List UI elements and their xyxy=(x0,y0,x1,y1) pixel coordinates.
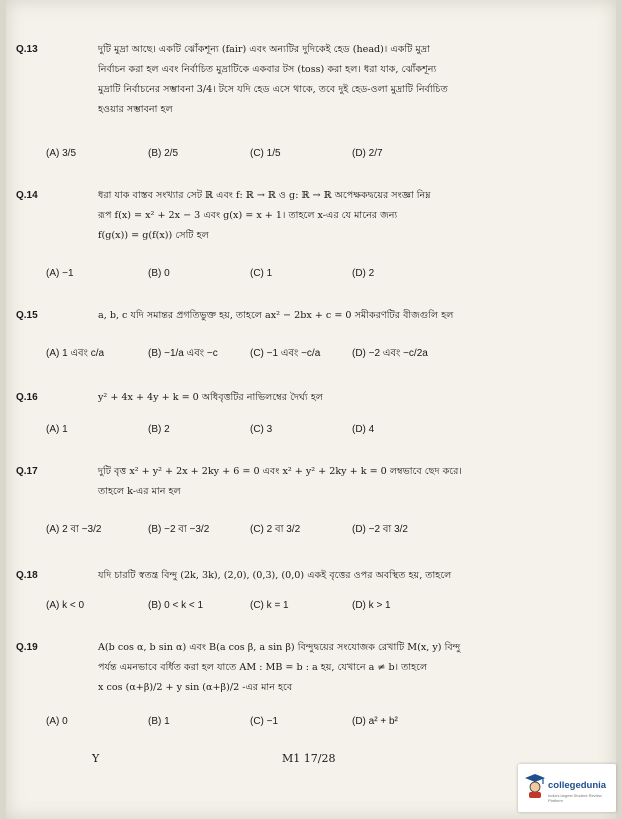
option-c[interactable]: (C) −1 xyxy=(250,716,279,727)
question-text-line: পর্যন্ত এমনভাবে বর্ধিত করা হল যাতে AM : MB = b : a হয়, যেখানে a ≠ b। তাহলে xyxy=(98,662,428,673)
question-text-line: নির্বাচন করা হল এবং নির্বাচিত মুদ্রাটিকে একবার টস (toss) করা হল। ধরা যাক, ঝোঁকশূন্য xyxy=(98,64,437,75)
option-b[interactable]: (B) 2 xyxy=(148,424,170,435)
question-text-line: y² + 4x + 4y + k = 0 অধিবৃত্তটির নাভিলম্বের দৈর্ঘ্য হল xyxy=(98,392,324,403)
option-a[interactable]: (A) 0 xyxy=(46,716,68,727)
option-c[interactable]: (C) 1/5 xyxy=(250,148,281,159)
question-text-line: হওয়ার সম্ভাবনা হল xyxy=(98,104,173,115)
option-c[interactable]: (C) 3 xyxy=(250,424,273,435)
brand-tagline: India's largest Student Review Platform xyxy=(548,793,602,803)
option-b[interactable]: (B) −1/a এবং −c xyxy=(148,348,218,359)
option-d[interactable]: (D) a² + b² xyxy=(352,716,398,727)
question-text-line: দুটি মুদ্রা আছে। একটি ঝোঁকশূন্য (fair) এবং অন্যটির দুদিকেই হেড (head)। একটি মুদ্রা xyxy=(98,44,430,55)
option-c[interactable]: (C) 1 xyxy=(250,268,273,279)
question-text-line: দুটি বৃত্ত x² + y² + 2x + 2ky + 6 = 0 এবং x² + y² + 2ky + k = 0 লম্বভাবে ছেদ করে। xyxy=(98,466,462,477)
option-a[interactable]: (A) 3/5 xyxy=(46,148,77,159)
question-text-line: রূপ f(x) = x² + 2x − 3 এবং g(x) = x + 1। তাহলে x-এর যে মানের জন্য xyxy=(98,210,398,221)
option-c[interactable]: (C) −1 এবং −c/a xyxy=(250,348,321,359)
question-text-line: f(g(x)) = g(f(x)) সেটি হল xyxy=(98,230,209,241)
question-17 xyxy=(16,462,538,502)
page-number: M1 17/28 xyxy=(282,752,336,765)
brand-name: collegedunia xyxy=(548,780,607,791)
footer-left-mark: Y xyxy=(92,752,100,765)
question-number: Q.13 xyxy=(16,44,38,55)
question-number: Q.15 xyxy=(16,310,38,321)
question-text-line: A(b cos α, b sin α) এবং B(a cos β, a sin β) বিন্দুদ্বয়ের সংযোজক রেখাটি M(x, y) বিন্দু xyxy=(98,642,461,653)
question-text-line: তাহলে k-এর মান হল xyxy=(98,486,181,497)
question-text-line: a, b, c যদি সমান্তর প্রগতিভুক্ত হয়, তাহলে ax² − 2bx + c = 0 সমীকরণটির বীজগুলি হল xyxy=(98,310,454,321)
question-number: Q.17 xyxy=(16,466,38,477)
option-b[interactable]: (B) 1 xyxy=(148,716,170,727)
question-text-line: ধরা যাক বাস্তব সংখ্যার সেট ℝ এবং f: ℝ → ℝ ও g: ℝ → ℝ অপেক্ষকদ্বয়ের সংজ্ঞা নিম্ন xyxy=(98,190,431,201)
question-13 xyxy=(16,40,538,120)
question-14 xyxy=(16,186,538,246)
question-19 xyxy=(16,638,538,698)
question-15 xyxy=(16,306,538,326)
option-a[interactable]: (A) 1 এবং c/a xyxy=(46,348,105,359)
question-text-line: যদি চারটি স্বতন্ত্র বিন্দু (2k, 3k), (2,0), (0,3), (0,0) একই বৃত্তের ওপর অবস্থিত হয়, তাহলে xyxy=(98,570,452,581)
option-b[interactable]: (B) 0 < k < 1 xyxy=(148,600,204,611)
option-c[interactable]: (C) k = 1 xyxy=(250,600,289,611)
option-b[interactable]: (B) 0 xyxy=(148,268,170,279)
question-number: Q.18 xyxy=(16,570,38,581)
option-d[interactable]: (D) 2/7 xyxy=(352,148,383,159)
question-18 xyxy=(16,566,538,586)
question-number: Q.16 xyxy=(16,392,38,403)
option-a[interactable]: (A) −1 xyxy=(46,268,74,279)
option-d[interactable]: (D) 2 xyxy=(352,268,375,279)
option-a[interactable]: (A) 1 xyxy=(46,424,68,435)
question-16 xyxy=(16,388,538,408)
question-number: Q.14 xyxy=(16,190,38,201)
exam-page xyxy=(6,0,616,819)
option-d[interactable]: (D) k > 1 xyxy=(352,600,391,611)
question-text-line: x cos (α+β)/2 + y sin (α+β)/2 -এর মান হবে xyxy=(98,682,293,693)
option-d[interactable]: (D) −2 বা 3/2 xyxy=(352,524,408,535)
option-d[interactable]: (D) 4 xyxy=(352,424,375,435)
option-d[interactable]: (D) −2 এবং −c/2a xyxy=(352,348,428,359)
option-b[interactable]: (B) −2 বা −3/2 xyxy=(148,524,210,535)
option-b[interactable]: (B) 2/5 xyxy=(148,148,179,159)
option-a[interactable]: (A) 2 বা −3/2 xyxy=(46,524,102,535)
graduate-icon xyxy=(524,772,546,798)
option-c[interactable]: (C) 2 বা 3/2 xyxy=(250,524,301,535)
question-text-line: মুদ্রাটি নির্বাচনের সম্ভাবনা 3/4। টসে যদি হেড এসে থাকে, তবে দুই হেড-ওলা মুদ্রাটি নির্বাচিত xyxy=(98,84,448,95)
collegedunia-watermark xyxy=(518,764,616,812)
question-number: Q.19 xyxy=(16,642,38,653)
option-a[interactable]: (A) k < 0 xyxy=(46,600,85,611)
